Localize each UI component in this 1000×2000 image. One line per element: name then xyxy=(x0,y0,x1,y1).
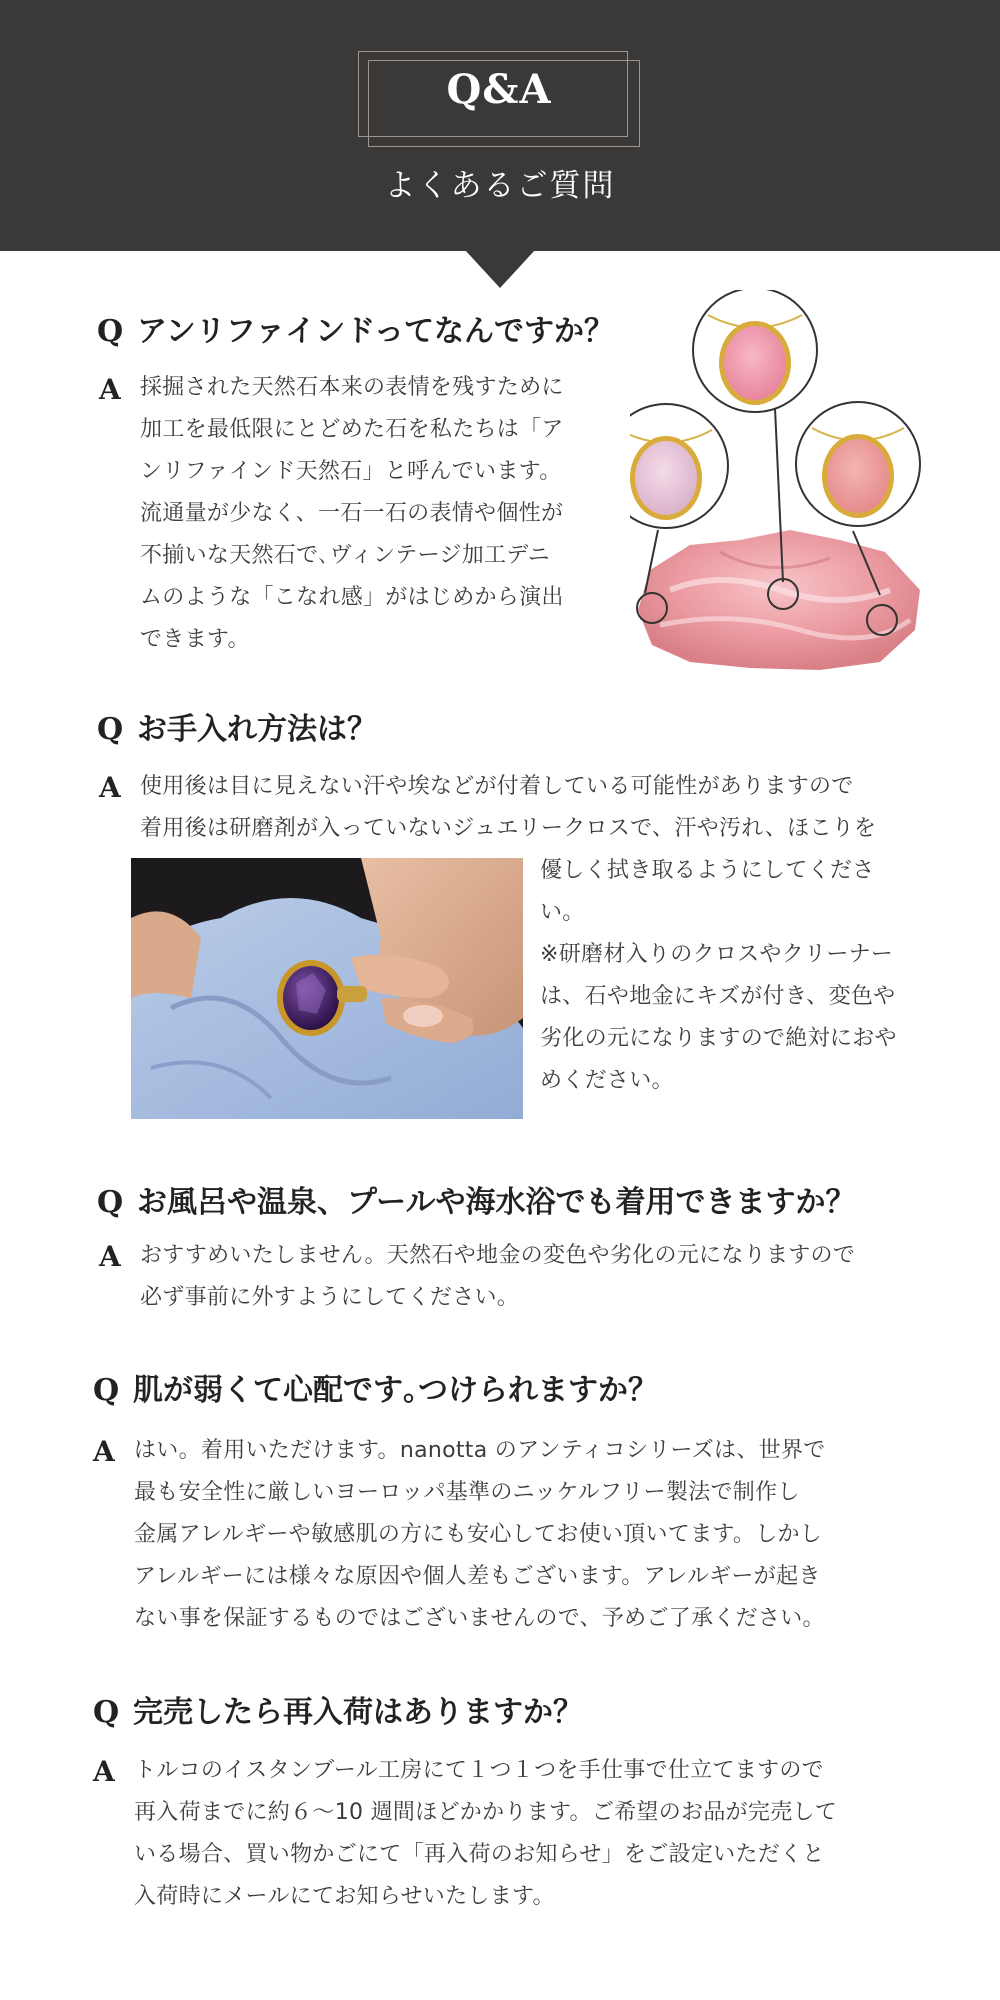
page-title: Q&A xyxy=(446,66,552,113)
answer-line: いる場合、買い物かごにて「再入荷のお知らせ」をご設定いただくと xyxy=(134,1842,825,1867)
qa-header xyxy=(0,0,1000,251)
question-text: お風呂や温泉、プールや海水浴でも着用できますか？ xyxy=(137,1185,856,1220)
answer-line: 金属アレルギーや敏感肌の方にも安心してお使い頂いてます。しかし xyxy=(134,1522,823,1547)
q-mark: Q xyxy=(97,314,124,349)
q-mark: Q xyxy=(93,1695,120,1730)
answer-line: トルコのイスタンブール工房にて１つ１つを手仕事で仕立てますので xyxy=(134,1758,824,1783)
answer-line: 劣化の元になりますので絶対におや xyxy=(540,1026,897,1051)
rose-quartz-necklace-illustration xyxy=(630,290,930,690)
rose-quartz-rock xyxy=(638,530,920,670)
faq-answer-1 xyxy=(140,367,564,661)
a-mark: A xyxy=(99,1240,121,1273)
a-mark: A xyxy=(93,1435,115,1468)
answer-line: ンリファインド天然石」と呼んでいます。 xyxy=(140,459,562,484)
answer-line: アレルギーには様々な原因や個人差もございます。アレルギーが起き xyxy=(134,1564,821,1589)
faq-answer-5 xyxy=(134,1750,837,1918)
answer-line: できます。 xyxy=(140,627,250,652)
faq-question-3 xyxy=(97,1177,856,1221)
answer-line: ※研磨材入りのクロスやクリーナー xyxy=(540,942,894,967)
answer-line: は、石や地金にキズが付き、変色や xyxy=(540,984,896,1009)
faq-answer-2-intro xyxy=(140,766,876,850)
faq-question-4 xyxy=(93,1365,658,1409)
faq-answer-2-body xyxy=(540,850,920,1102)
answer-line: めください。 xyxy=(540,1068,674,1093)
faq-answer-3 xyxy=(140,1235,855,1319)
answer-line: 再入荷までに約６〜10 週間ほどかかります。ご希望のお品が完売して xyxy=(134,1800,838,1825)
a-mark: A xyxy=(93,1755,115,1788)
answer-line: 採掘された天然石本来の表情を残すために xyxy=(140,375,564,400)
answer-line: ない事を保証するものではございませんので、予めご了承ください。 xyxy=(134,1606,825,1631)
answer-line: 最も安全性に厳しいヨーロッパ基準のニッケルフリー製法で制作し xyxy=(134,1480,800,1505)
faq-question-5 xyxy=(93,1687,583,1731)
ring-cleaning-photo xyxy=(131,858,523,1119)
answer-line: ムのような「こなれ感」がはじめから演出 xyxy=(140,585,564,610)
page-subtitle: よくあるご質問 xyxy=(384,168,616,204)
faq-answer-4 xyxy=(134,1430,826,1640)
question-text: 完売したら再入荷はありますか？ xyxy=(133,1695,583,1730)
q-mark: Q xyxy=(97,1185,124,1220)
faq-question-1 xyxy=(97,306,614,350)
answer-line: 不揃いな天然石で､ヴィンテージ加工デニ xyxy=(140,543,551,568)
answer-line: 優しく拭き取るようにしてくださ xyxy=(540,858,875,883)
question-text: アンリファインドってなんですか？ xyxy=(137,314,614,349)
question-text: 肌が弱くて心配です｡つけられますか？ xyxy=(133,1373,658,1408)
header-down-arrow xyxy=(465,250,535,288)
faq-question-2 xyxy=(97,704,377,748)
a-mark: A xyxy=(99,771,121,804)
q-mark: Q xyxy=(93,1373,120,1408)
answer-line: 入荷時にメールにてお知らせいたします。 xyxy=(134,1884,555,1909)
answer-line: 使用後は目に見えない汗や埃などが付着している可能性がありますので xyxy=(140,774,854,799)
answer-line: 着用後は研磨剤が入っていないジュエリークロスで、汗や汚れ、ほこりを xyxy=(140,816,877,841)
answer-line: はい。着用いただけます。nanotta のアンティコシリーズは、世界で xyxy=(134,1438,826,1463)
question-text: お手入れ方法は？ xyxy=(137,712,377,747)
answer-line: い。 xyxy=(540,900,585,925)
answer-line: 流通量が少なく、一石一石の表情や個性が xyxy=(140,501,564,526)
q-mark: Q xyxy=(97,712,124,747)
answer-line: 加工を最低限にとどめた石を私たちは「ア xyxy=(140,417,564,442)
a-mark: A xyxy=(99,373,121,406)
answer-line: 必ず事前に外すようにしてください。 xyxy=(140,1285,520,1310)
answer-line: おすすめいたしません。天然石や地金の変色や劣化の元になりますので xyxy=(140,1243,856,1268)
